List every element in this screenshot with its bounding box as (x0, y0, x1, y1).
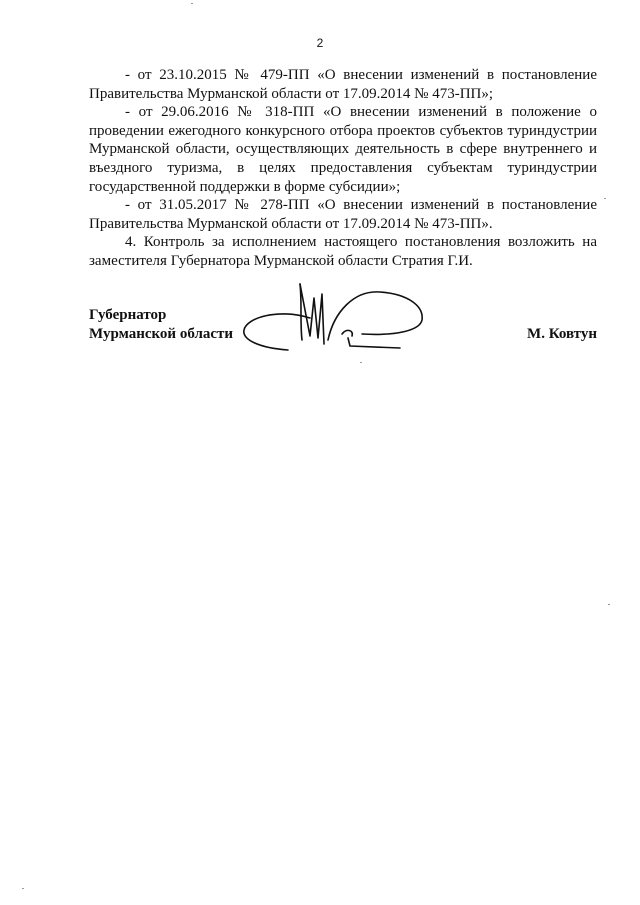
signatory-name: М. Ковтун (527, 326, 597, 342)
paragraph-amendment-2015: - от 23.10.2015 № 479-ПП «О внесении изменений в постановление Правительства Мурманской области от 17.09.2014 № 473-ПП»; (89, 67, 597, 102)
handwritten-signature (238, 278, 438, 370)
page-number: 2 (316, 36, 324, 50)
signatory-title (89, 306, 233, 344)
paragraph-control-clause: 4. Контроль за исполнением настоящего постановления возложить на заместителя Губернатора Мурманской области Стратия Г.И. (89, 234, 597, 269)
paragraph-amendment-2017: - от 31.05.2017 № 278-ПП «О внесении изменений в постановление Правительства Мурманской области от 17.09.2014 № 473-ПП». (89, 197, 597, 232)
scan-speck (191, 3, 193, 4)
scan-speck (360, 362, 362, 363)
signatory-title-line2: Мурманской области (89, 326, 234, 342)
scan-speck (604, 198, 606, 199)
signatory-title-line1: Губернатор (89, 307, 167, 323)
scan-speck (608, 604, 610, 605)
paragraph-amendment-2016: - от 29.06.2016 № 318-ПП «О внесении изменений в положение о проведении ежегодного конкурсного отбора проектов субъектов туриндустрии Мурманской области, осуществляющих деятельность в сфере внутреннего и въездного туризма, в целях предоставления субъектам туриндустрии государственной поддержки в форме субсидии»; (89, 104, 597, 195)
scan-speck (22, 888, 24, 889)
document-body (89, 66, 597, 271)
